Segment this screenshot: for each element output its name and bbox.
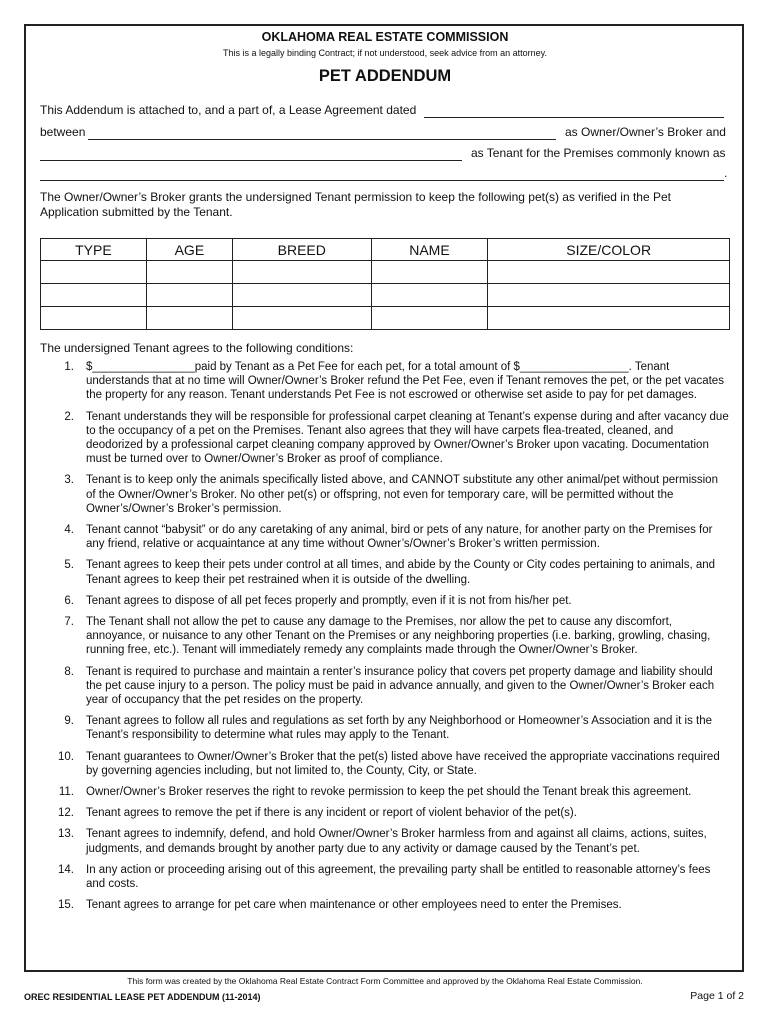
condition-text: Tenant agrees to keep their pets under control at all times, and abide by the County or City codes pertaining to animals, and Tenant agrees to keep their pet restrained when it is outside of the dwelling. — [86, 559, 716, 586]
condition-text: Tenant is required to purchase and maintain a renter’s insurance policy that covers pet property damage and liability should the pet cause injury to a person. The policy must be paid in advance annually, and given to the Owner/Owner’s Broker each year of occupancy that the pet resides on the property. — [86, 665, 715, 707]
pet-cell[interactable] — [371, 307, 488, 330]
condition-number: 5. — [64, 559, 74, 572]
condition-number: 12. — [58, 807, 74, 820]
col-name-header: NAME — [371, 239, 488, 261]
pet-cell[interactable] — [232, 307, 371, 330]
address-period: . — [724, 166, 728, 180]
condition-text: The Tenant shall not allow the pet to cause any damage to the Premises, nor allow the pet to cause any discomfort, annoyance, or nuisance to any other Tenant on the Premises or any neighboring properties (i.e. barking, growling, chasing, running free, etc.). Tenant will immediately remedy any complaints made through the Owner/Owner’s Broker. — [86, 616, 711, 657]
pet-cell[interactable] — [41, 261, 147, 284]
pet-cell[interactable] — [41, 284, 147, 307]
condition-text: Tenant agrees to dispose of all pet feces properly and promptly, even if it is not from his/her pet. — [86, 594, 572, 607]
col-type-header: TYPE — [41, 239, 147, 261]
premises-address-field[interactable] — [40, 180, 724, 181]
condition-text: Owner/Owner’s Broker reserves the right to revoke permission to keep the pet should the Tenant break this agreement. — [86, 786, 692, 799]
owner-name-field[interactable] — [88, 139, 556, 140]
condition-text: Tenant agrees to follow all rules and regulations as set forth by any Neighborhood or Homeowner’s Association and it is the Tenant’s responsibility to determine what rules may apply to the Tenant. — [86, 715, 713, 742]
condition-item — [40, 615, 730, 658]
condition-item — [40, 750, 730, 778]
condition-number: 6. — [64, 594, 74, 607]
col-age-header: AGE — [146, 239, 232, 261]
footer-note: This form was created by the Oklahoma Real Estate Contract Form Committee and approved by the Oklahoma Real Estate Commission. — [127, 976, 643, 986]
condition-item — [40, 473, 730, 516]
lease-date-label: This Addendum is attached to, and a part of, a Lease Agreement dated — [40, 103, 417, 117]
condition-item — [40, 558, 730, 586]
condition-text: Tenant cannot “babysit” or do any caretaking of any animal, bird or pets of any nature, for another party on the Premises for any friend, relative or acquaintance at any time without Owner’s/Owner’s Broker’s written permission. — [86, 524, 713, 551]
condition-item — [40, 785, 730, 799]
condition-item — [40, 665, 730, 708]
owner-label: as Owner/Owner’s Broker and — [565, 125, 726, 139]
condition-number: 9. — [64, 715, 74, 728]
condition-number: 13. — [58, 828, 74, 841]
condition-item — [40, 827, 730, 855]
pet-cell[interactable] — [488, 307, 730, 330]
col-breed-header: BREED — [232, 239, 371, 261]
pet-cell[interactable] — [146, 261, 232, 284]
table-row — [41, 261, 730, 284]
condition-text: Tenant understands they will be responsible for professional carpet cleaning at Tenant’s expense during and after vacancy due to the occupancy of a pet on the Premises. Tenant also agrees that they will have carpets flea-treated, cleaned, and deodorized by a professional carpet cleaning company approved by Owner/Owner’s Broker upon vacating. Documentation must be turned over to Owner/Owner’s Broker as proof of compliance. — [86, 410, 729, 466]
page-title: PET ADDENDUM — [318, 67, 452, 85]
pet-cell[interactable] — [232, 284, 371, 307]
between-label: between — [40, 125, 86, 139]
condition-text: Tenant agrees to remove the pet if there is any incident or report of violent behavior of the pet(s). — [86, 807, 577, 820]
pet-cell[interactable] — [371, 284, 488, 307]
condition-item — [40, 523, 730, 551]
legal-warning: This is a legally binding Contract; if not understood, seek advice from an attorney. — [222, 48, 547, 58]
condition-number: 1. — [64, 361, 74, 373]
org-name: OKLAHOMA REAL ESTATE COMMISSION — [261, 30, 509, 44]
condition-number: 8. — [64, 665, 74, 678]
condition-number: 2. — [64, 410, 74, 423]
pet-cell[interactable] — [371, 261, 488, 284]
tenant-name-field[interactable] — [40, 160, 462, 161]
pet-cell[interactable] — [488, 261, 730, 284]
tenant-label: as Tenant for the Premises commonly known as — [471, 146, 726, 160]
condition-item — [40, 714, 730, 742]
condition-text: Tenant is to keep only the animals specifically listed above, and CANNOT substitute any other animal/pet without permission of the Owner/Owner’s Broker. No other pet(s) or offspring, not even for temporary care, will be permitted without the Owner’s/Owner’s Broker’s permission. — [86, 474, 718, 515]
pet-cell[interactable] — [488, 284, 730, 307]
col-size-color-header: SIZE/COLOR — [488, 239, 730, 261]
pet-cell[interactable] — [232, 261, 371, 284]
condition-number: 11. — [58, 786, 74, 799]
table-row — [41, 284, 730, 307]
pet-cell[interactable] — [41, 307, 147, 330]
pet-cell[interactable] — [146, 284, 232, 307]
pet-table — [40, 238, 730, 330]
condition-text: In any action or proceeding arising out of this agreement, the prevailing party shall be entitled to reasonable attorney’s fees and costs. — [86, 863, 711, 891]
condition-text: Tenant guarantees to Owner/Owner’s Broker that the pet(s) listed above have received the appropriate vaccinations required by governing agencies including, but not limited to, the County, City, or State. — [86, 750, 720, 777]
page-number: Page 1 of 2 — [690, 990, 744, 1002]
condition-number: 4. — [64, 524, 74, 537]
permission-text: The Owner/Owner’s Broker grants the undersigned Tenant permission to keep the following pet(s) as verified in the Pet Application submitted by the Tenant. — [40, 190, 672, 219]
condition-item — [40, 863, 730, 891]
condition-item — [40, 806, 730, 820]
condition-item — [40, 898, 730, 912]
conditions-list — [40, 360, 730, 920]
condition-text: Tenant agrees to arrange for pet care when maintenance or other employees need to enter the Premises. — [86, 899, 622, 912]
condition-item — [40, 410, 730, 467]
condition-item — [40, 360, 730, 403]
condition-number: 14. — [58, 863, 74, 876]
pet-cell[interactable] — [146, 307, 232, 330]
condition-text: $________________paid by Tenant as a Pet Fee for each pet, for a total amount of $_________________. Tenant understands that at no time will Owner/Owner’s Broker refund the Pet Fee, even if Tenant removes the pet, or the pet vacates the property for any reason. Tenant understands Pet Fee is not escrowed or otherwise set aside to pay for pet damages. — [86, 361, 724, 402]
condition-number: 7. — [64, 616, 74, 629]
condition-item — [40, 594, 730, 608]
condition-number: 3. — [64, 474, 74, 487]
conditions-label: The undersigned Tenant agrees to the following conditions: — [40, 341, 354, 355]
condition-text: Tenant agrees to indemnify, defend, and hold Owner/Owner’s Broker harmless from and against all claims, actions, suites, judgments, and demands brought by another party due to any activity or damage caused by the Tenant’s pet. — [86, 828, 707, 855]
table-row — [41, 307, 730, 330]
condition-number: 10. — [58, 750, 74, 763]
lease-date-field[interactable] — [424, 117, 724, 118]
condition-number: 15. — [58, 899, 74, 912]
form-id: OREC RESIDENTIAL LEASE PET ADDENDUM (11-2014) — [24, 992, 261, 1002]
